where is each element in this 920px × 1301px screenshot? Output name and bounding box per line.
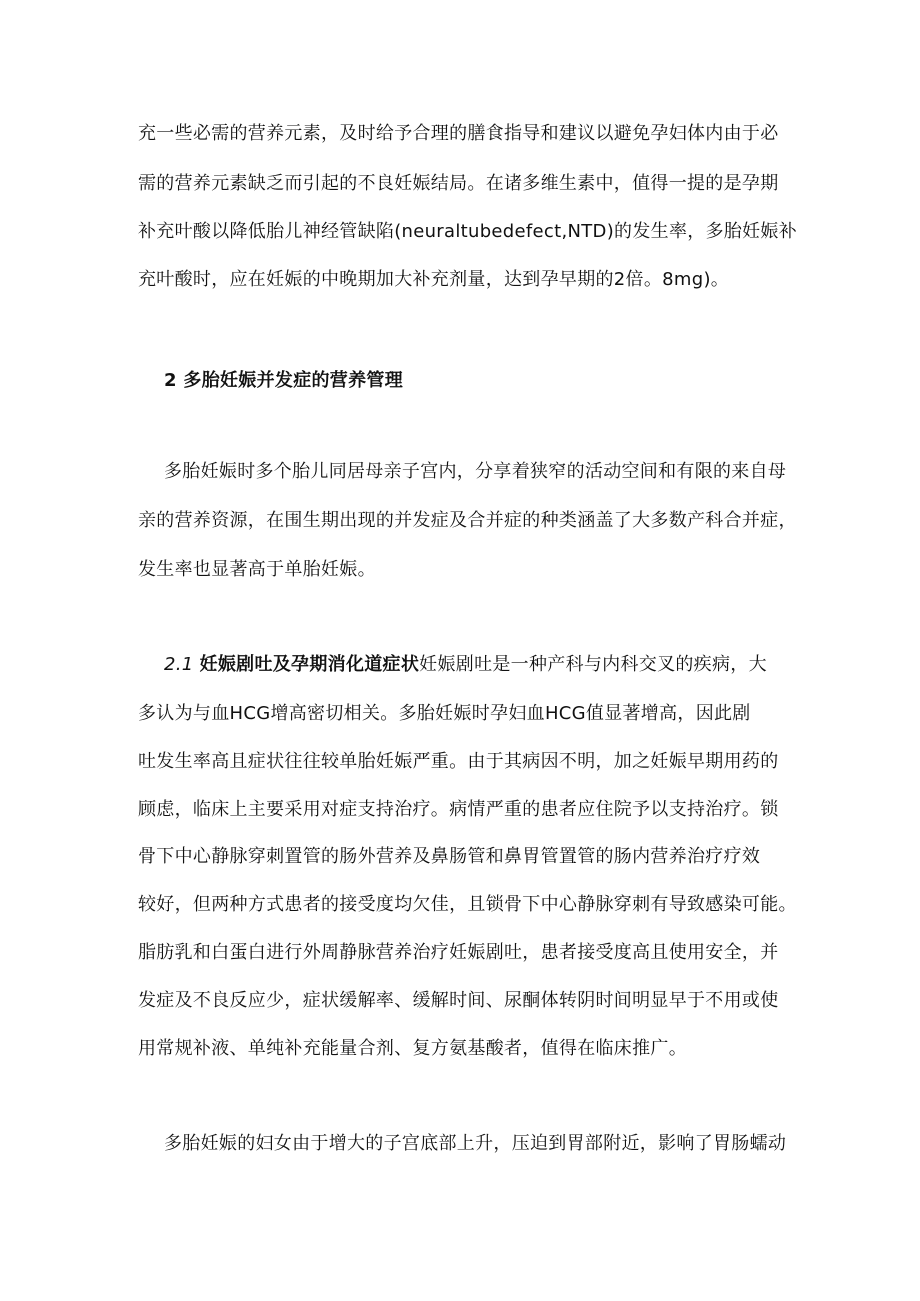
section-2-line-1: 多胎妊娠时多个胎儿同居母亲子宫内，分享着狭窄的活动空间和有限的来自母: [164, 461, 787, 482]
section-2-line-3: 发生率也显著高于单胎妊娠。: [138, 559, 376, 580]
section-2-1-title: 妊娠剧吐及孕期消化道症状: [199, 654, 420, 675]
closing-line-1: 多胎妊娠的妇女由于增大的子宫底部上升，压迫到胃部附近，影响了胃肠蠕动: [164, 1133, 787, 1154]
section-2-1-line-6: 较好，但两种方式患者的接受度均欠佳，且锁骨下中心静脉穿刺有导致感染可能。: [138, 894, 797, 915]
section-2-1-line-7: 脂肪乳和白蛋白进行外周静脉营养治疗妊娠剧吐，患者接受度高且使用安全，并: [138, 942, 779, 963]
section-2-1-line-8: 发症及不良反应少，症状缓解率、缓解时间、尿酮体转阴时间明显早于不用或使: [138, 990, 779, 1011]
section-2-1-line-5: 骨下中心静脉穿刺置管的肠外营养及鼻肠管和鼻胃管置管的肠内营养治疗疗效: [138, 846, 761, 867]
section-2-1-first-line-text: 妊娠剧吐是一种产科与内科交叉的疾病，大: [419, 654, 767, 675]
section-2-1-line-4: 顾虑，临床上主要采用对症支持治疗。病情严重的患者应住院予以支持治疗。锁: [138, 799, 779, 820]
section-2-1-line-2: 多认为与血HCG增高密切相关。多胎妊娠时孕妇血HCG值显著增高，因此剧: [138, 703, 751, 724]
section-2-line-2: 亲的营养资源，在围生期出现的并发症及合并症的种类涵盖了大多数产科合并症，: [138, 510, 797, 531]
section-2-1-number: 2.1: [164, 654, 194, 675]
section-2-1-first-line: [164, 653, 814, 677]
intro-line-4: 充叶酸时，应在妊娠的中晚期加大补充剂量，达到孕早期的2倍。8mg)。: [138, 269, 730, 290]
intro-line-1: 充一些必需的营养元素，及时给予合理的膳食指导和建议以避免孕妇体内由于必: [138, 123, 779, 144]
section-2-heading: 2 多胎妊娠并发症的营养管理: [164, 370, 403, 391]
intro-line-2: 需的营养元素缺乏而引起的不良妊娠结局。在诸多维生素中，值得一提的是孕期: [138, 173, 779, 194]
section-2-1-line-3: 吐发生率高且症状往往较单胎妊娠严重。由于其病因不明，加之妊娠早期用药的: [138, 751, 779, 772]
section-2-1-line-9: 用常规补液、单纯补充能量合剂、复方氨基酸者，值得在临床推广。: [138, 1038, 687, 1059]
intro-line-3: 补充叶酸以降低胎儿神经管缺陷(neuraltubedefect,NTD)的发生率，多胎妊娠补: [138, 221, 798, 242]
